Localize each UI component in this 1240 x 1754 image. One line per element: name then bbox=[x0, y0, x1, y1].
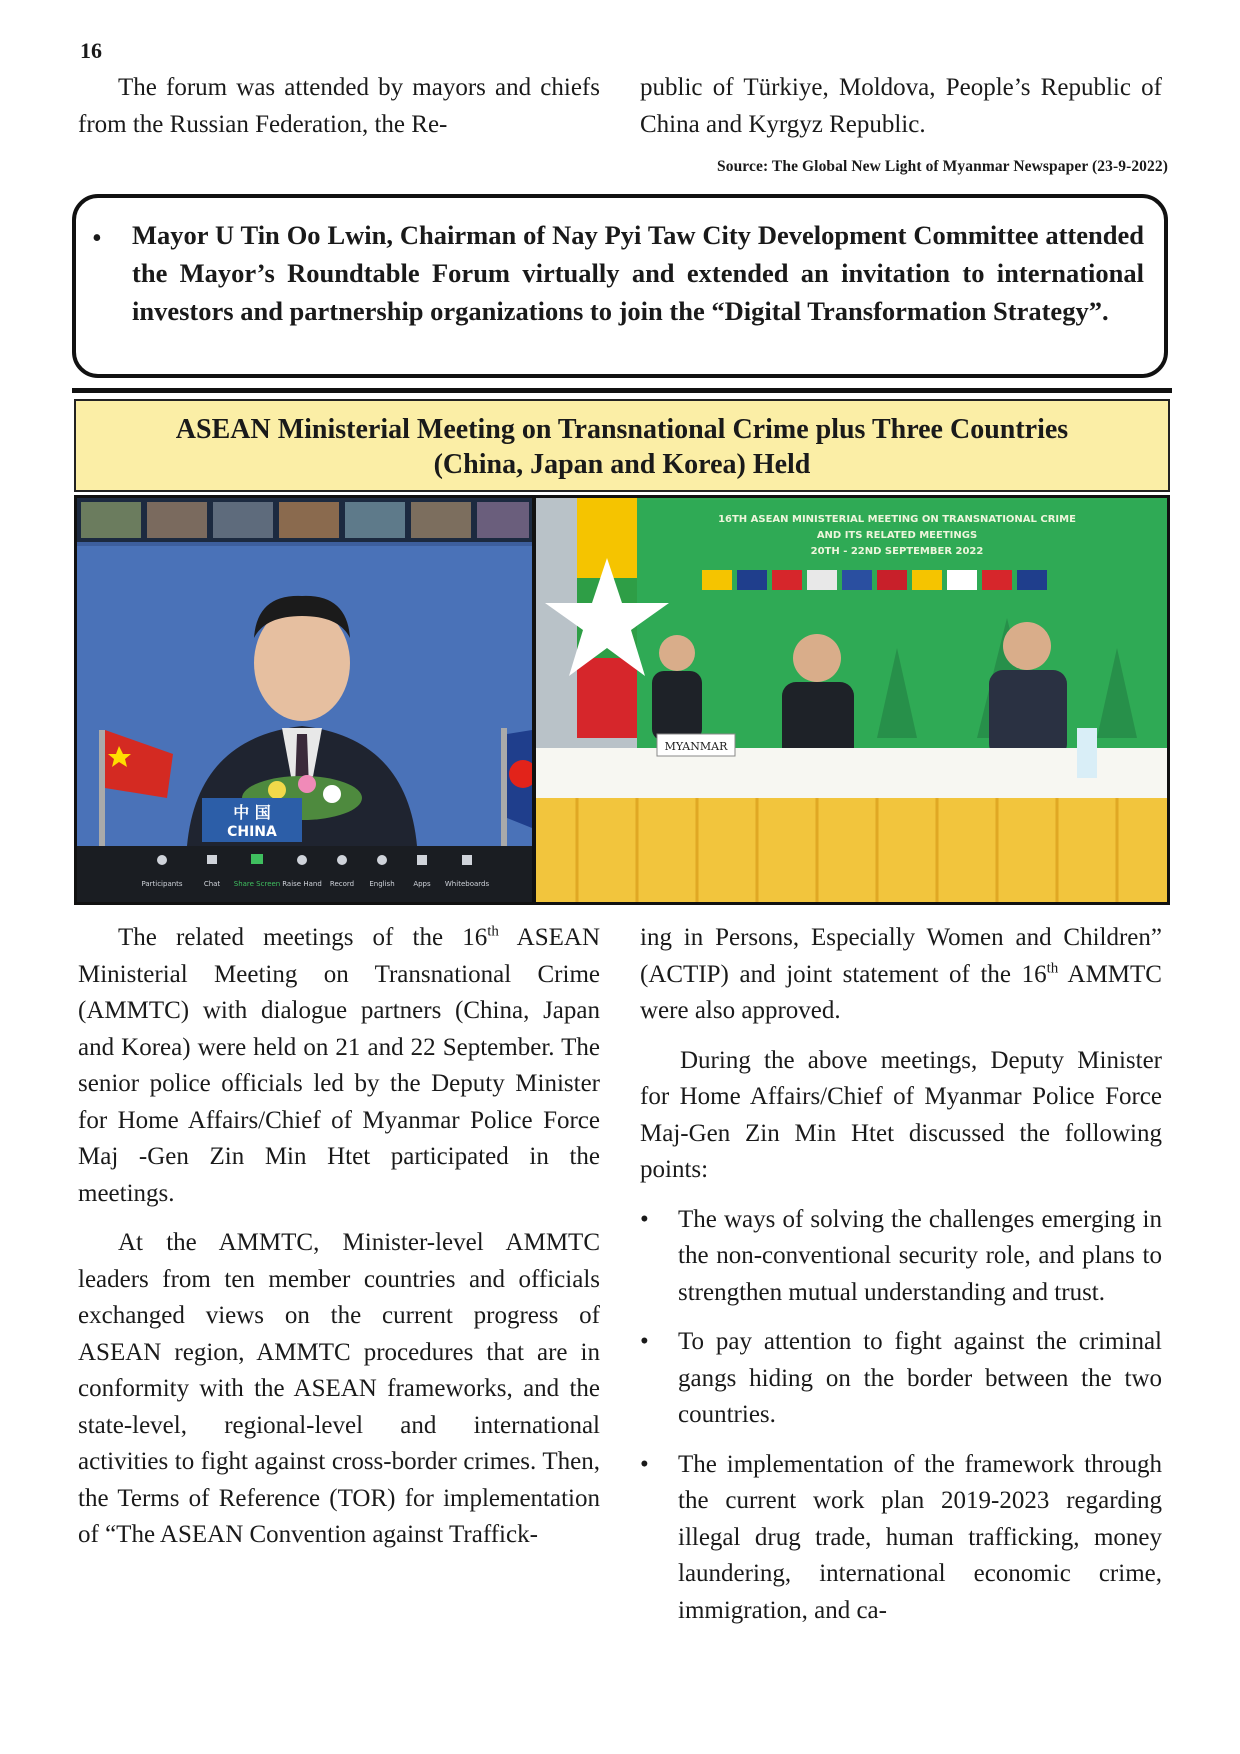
section-divider bbox=[72, 388, 1172, 393]
member-flag-9 bbox=[982, 570, 1012, 590]
bullet-icon: • bbox=[640, 1450, 649, 1478]
member-flag-4 bbox=[807, 570, 837, 590]
member-flag-1 bbox=[702, 570, 732, 590]
callout-text: Mayor U Tin Oo Lwin, Chairman of Nay Pyi Taw City Development Committee attended the Mayor’s Roundtable Forum virtually and extended an invitation to international investors and partnership organizations to join the “Digital Transformation Strategy”. bbox=[132, 220, 1144, 326]
water-bottle bbox=[1077, 728, 1097, 778]
page-number: 16 bbox=[80, 38, 102, 63]
whiteboard-icon[interactable] bbox=[462, 855, 472, 865]
table-skirt bbox=[536, 798, 1167, 902]
name-plate-chinese: 中 国 bbox=[233, 803, 271, 822]
flower-2 bbox=[298, 775, 316, 793]
article-right-column bbox=[640, 920, 1162, 1629]
thumbnail-7 bbox=[477, 502, 529, 538]
photo-divider bbox=[532, 498, 536, 902]
article-left-column bbox=[78, 920, 600, 1554]
delegate-1-head bbox=[659, 635, 695, 671]
banner-line-3: 20TH - 22ND SEPTEMBER 2022 bbox=[810, 546, 984, 557]
delegate-3-head bbox=[1003, 622, 1051, 670]
chat-icon[interactable] bbox=[207, 855, 217, 864]
name-plate-english: CHINA bbox=[227, 824, 277, 840]
source-line: Source: The Global New Light of Myanmar Newspaper (23-9-2022) bbox=[717, 158, 1168, 175]
member-flag-10 bbox=[1017, 570, 1047, 590]
toolbar-label-raise-hand[interactable]: Raise Hand bbox=[282, 880, 322, 888]
top-left-column bbox=[78, 70, 600, 143]
headline-line-2: (China, Japan and Korea) Held bbox=[433, 449, 811, 480]
toolbar-label-apps[interactable]: Apps bbox=[413, 880, 431, 888]
bullet-icon: • bbox=[640, 1205, 649, 1233]
meeting-photo-illustration bbox=[77, 498, 1167, 902]
thumbnail-4 bbox=[279, 502, 339, 538]
article-left-paragraph-2: At the AMMTC, Minister-level AMMTC leaders from ten member countries and officials exchanged views on the current progress of ASEAN region, AMMTC procedures that are in conformity with the ASEAN frameworks, and the state-level, regional-level and international activities to fight against cross-border crimes. Then, the Terms of Reference (TOR) for implementation of “The ASEAN Convention against Traffick- bbox=[78, 1229, 600, 1548]
banner-line-1: 16TH ASEAN MINISTERIAL MEETING ON TRANSNATIONAL CRIME bbox=[718, 514, 1076, 525]
delegate-2-head bbox=[793, 634, 841, 682]
list-item: • The implementation of the framework through the current work plan 2019-2023 regarding illegal drug trade, human trafficking, money laundering, international economic crime, immigration, and ca- bbox=[640, 1447, 1162, 1630]
bullet-icon: • bbox=[640, 1328, 649, 1355]
thumbnail-2 bbox=[147, 502, 207, 538]
thumbnail-6 bbox=[411, 502, 471, 538]
member-flag-2 bbox=[737, 570, 767, 590]
top-right-column bbox=[640, 70, 1162, 143]
flower-3 bbox=[323, 785, 341, 803]
top-left-paragraph: The forum was attended by mayors and chiefs from the Russian Federation, the Re- bbox=[78, 74, 600, 138]
globe-icon[interactable] bbox=[377, 855, 387, 865]
apps-icon[interactable] bbox=[417, 855, 427, 865]
participants-icon[interactable] bbox=[157, 855, 167, 865]
member-flag-3 bbox=[772, 570, 802, 590]
table-cloth bbox=[536, 748, 1167, 798]
member-flag-7 bbox=[912, 570, 942, 590]
list-item: • To pay attention to fight against the criminal gangs hiding on the border between the two countries. bbox=[640, 1324, 1162, 1434]
list-item: • The ways of solving the challenges emerging in the non-conventional security role, and plans to strengthen mutual understanding and trust. bbox=[640, 1202, 1162, 1312]
raise-hand-icon[interactable] bbox=[297, 855, 307, 865]
thumbnail-1 bbox=[81, 502, 141, 538]
flag-pole-left bbox=[99, 730, 105, 850]
record-icon[interactable] bbox=[337, 855, 347, 865]
member-flag-5 bbox=[842, 570, 872, 590]
delegate-3-body bbox=[989, 670, 1067, 758]
toolbar-label-record[interactable]: Record bbox=[329, 880, 355, 888]
toolbar-label-whiteboards[interactable]: Whiteboards bbox=[444, 880, 490, 888]
toolbar-label-english[interactable]: English bbox=[369, 880, 395, 888]
toolbar-label-chat[interactable]: Chat bbox=[203, 880, 221, 888]
article-right-paragraph-1: ing in Persons, Especially Women and Children” (ACTIP) and joint statement of the 16th AMMTC were also approved. bbox=[640, 924, 1162, 1024]
member-flag-6 bbox=[877, 570, 907, 590]
top-right-paragraph: public of Türkiye, Moldova, People’s Republic of China and Kyrgyz Republic. bbox=[640, 74, 1162, 138]
flag-pole-right bbox=[501, 728, 507, 848]
member-flag-8 bbox=[947, 570, 977, 590]
article-right-paragraph-2: During the above meetings, Deputy Minister for Home Affairs/Chief of Myanmar Police Force Maj-Gen Zin Min Htet discussed the following points: bbox=[640, 1046, 1162, 1183]
highlight-callout bbox=[72, 194, 1168, 378]
article-photo bbox=[74, 495, 1170, 905]
toolbar-label-participants[interactable]: Participants bbox=[141, 880, 183, 888]
article-left-paragraph-1: The related meetings of the 16th ASEAN Ministerial Meeting on Transnational Crime (AMMTC) with dialogue partners (China, Japan and Korea) were held on 21 and 22 September. The senior police officials led by the Deputy Minister for Home Affairs/Chief of Myanmar Police Force Maj -Gen Zin Min Htet participated in the meetings. bbox=[78, 923, 600, 1207]
myanmar-flag-red bbox=[577, 658, 637, 738]
toolbar-label-share-screen[interactable]: Share Screen bbox=[233, 880, 281, 888]
article-headline bbox=[74, 399, 1170, 492]
desk-name-plate-text: MYANMAR bbox=[664, 740, 728, 753]
meeting-toolbar bbox=[77, 846, 532, 902]
flower-1 bbox=[268, 781, 286, 799]
discussion-points-list bbox=[640, 1202, 1162, 1630]
thumbnail-3 bbox=[213, 502, 273, 538]
delegate-1-body bbox=[652, 671, 702, 741]
callout-bullet-icon: • bbox=[92, 223, 102, 254]
banner-line-2: AND ITS RELATED MEETINGS bbox=[816, 530, 978, 541]
thumbnail-5 bbox=[345, 502, 405, 538]
share-screen-icon[interactable] bbox=[251, 854, 263, 864]
headline-line-1: ASEAN Ministerial Meeting on Transnational Crime plus Three Countries bbox=[175, 414, 1069, 445]
